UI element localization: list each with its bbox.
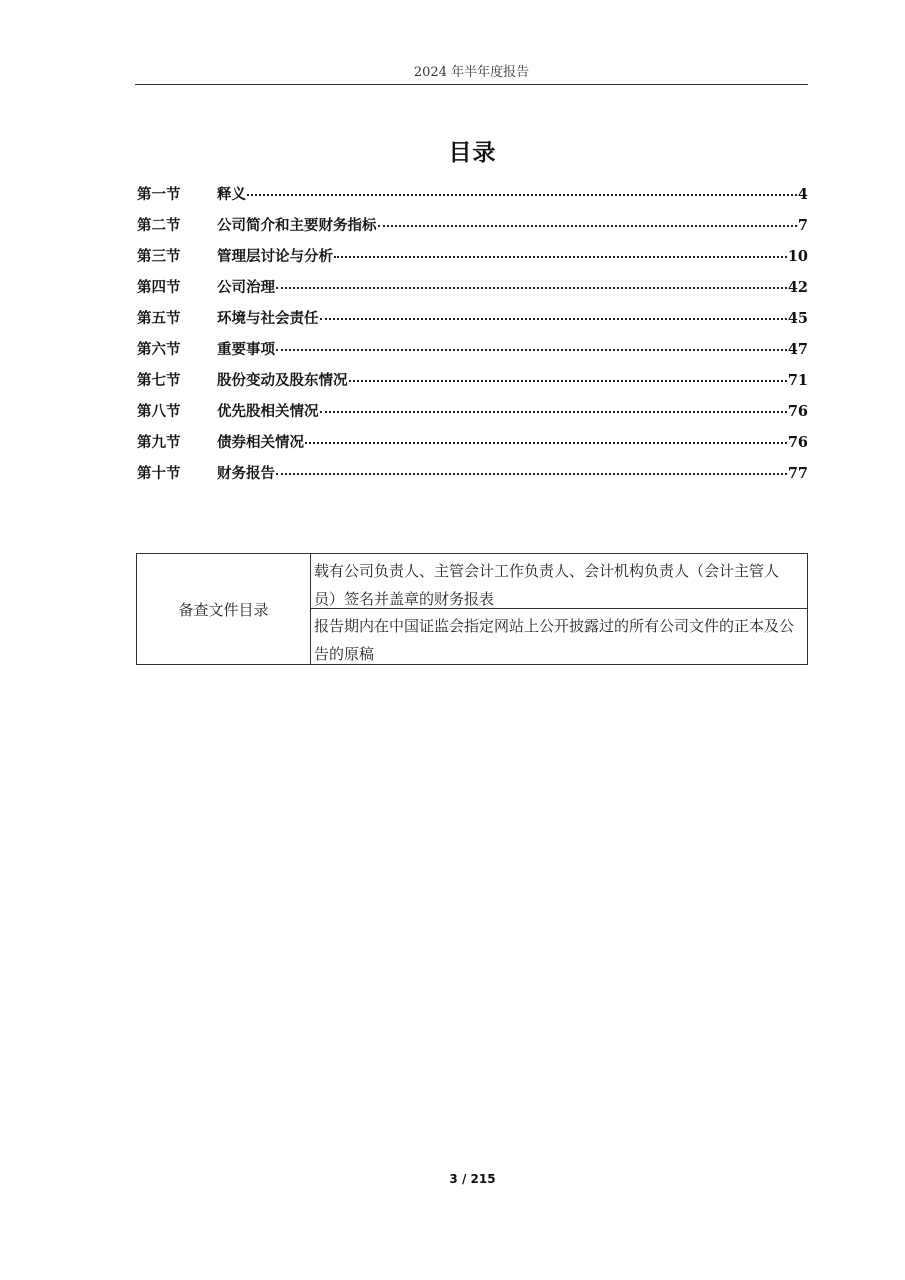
dot-leader: [349, 378, 787, 382]
toc-entry[interactable]: [137, 184, 808, 206]
toc-page-number: 4: [797, 186, 808, 203]
toc-section-number: 第十节: [137, 465, 181, 482]
toc-page-number: 77: [787, 465, 808, 482]
page-number: 3 / 215: [449, 1172, 496, 1186]
reference-document-item: 载有公司负责人、主管会计工作负责人、会计机构负责人（会计主管人员）签名并盖章的财务报表: [311, 554, 807, 609]
toc-section-title: 环境与社会责任: [217, 310, 319, 327]
toc-section-number: 第九节: [137, 434, 181, 451]
toc-section-title: 债券相关情况: [217, 434, 304, 451]
toc-section-number: 第三节: [137, 248, 181, 265]
toc-page-number: 7: [797, 217, 808, 234]
toc-section-title: 公司治理: [217, 279, 275, 296]
toc-entry[interactable]: [137, 308, 808, 330]
dot-leader: [276, 285, 787, 289]
toc-page-number: 10: [787, 248, 808, 265]
toc-page-number: 47: [787, 341, 808, 358]
toc-page-number: 76: [787, 434, 808, 451]
dot-leader: [320, 316, 787, 320]
reference-documents-label: 备查文件目录: [137, 554, 311, 664]
toc-entry[interactable]: [137, 215, 808, 237]
toc-section-number: 第六节: [137, 341, 181, 358]
toc-entry[interactable]: [137, 277, 808, 299]
toc-entry[interactable]: [137, 432, 808, 454]
toc-page-number: 71: [787, 372, 808, 389]
report-title: 2024 年半年度报告: [413, 65, 530, 80]
toc-page-number: 45: [787, 310, 808, 327]
toc-section-title: 管理层讨论与分析: [217, 248, 333, 265]
page-header: [135, 64, 808, 85]
toc-entry[interactable]: [137, 463, 808, 485]
dot-leader: [305, 440, 787, 444]
toc-section-number: 第一节: [137, 186, 181, 203]
toc-entry[interactable]: [137, 401, 808, 423]
toc-entry[interactable]: [137, 246, 808, 268]
reference-documents-table: [136, 553, 808, 665]
dot-leader: [378, 223, 797, 227]
toc-section-title: 重要事项: [217, 341, 275, 358]
toc-section-title: 释义: [217, 186, 246, 203]
dot-leader: [247, 192, 797, 196]
toc-section-number: 第五节: [137, 310, 181, 327]
toc-section-number: 第八节: [137, 403, 181, 420]
toc-entry[interactable]: [137, 370, 808, 392]
toc-section-title: 公司简介和主要财务指标: [217, 217, 377, 234]
reference-document-item: 报告期内在中国证监会指定网站上公开披露过的所有公司文件的正本及公告的原稿: [314, 617, 795, 663]
toc-section-title: 股份变动及股东情况: [217, 372, 348, 389]
dot-leader: [334, 254, 787, 258]
toc-section-title: 优先股相关情况: [217, 403, 319, 420]
dot-leader: [276, 471, 787, 475]
dot-leader: [276, 347, 787, 351]
toc-section-number: 第四节: [137, 279, 181, 296]
toc-section-number: 第七节: [137, 372, 181, 389]
toc-section-number: 第二节: [137, 217, 181, 234]
dot-leader: [320, 409, 787, 413]
toc-heading: 目录: [448, 139, 497, 166]
toc-page-number: 42: [787, 279, 808, 296]
toc-entry[interactable]: [137, 339, 808, 361]
toc-page-number: 76: [787, 403, 808, 420]
toc-section-title: 财务报告: [217, 465, 275, 482]
